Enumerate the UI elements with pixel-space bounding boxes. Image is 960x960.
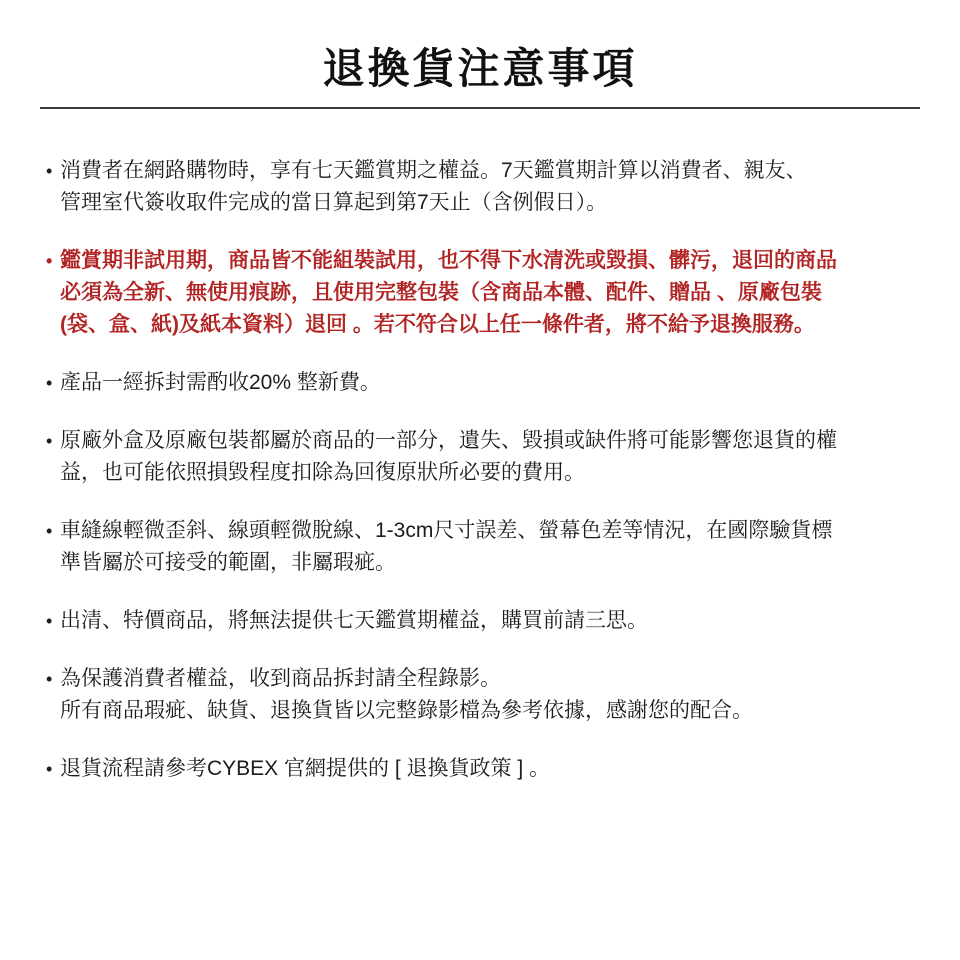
notice-line: 退貨流程請參考CYBEX 官網提供的 [ 退換貨政策 ] 。 [60,757,551,781]
notice-line: (袋、盒、紙)及紙本資料）退回 。若不符合以上任一條件者，將不給予退換服務。 [60,313,815,337]
notice-paragraph [60,753,922,785]
notice-item [46,663,922,727]
notice-line: 管理室代簽收取件完成的當日算起到第7天止（含例假日）。 [60,191,608,215]
notice-item [46,425,922,489]
notice-line: 為保護消費者權益，收到商品拆封請全程錄影。 [60,667,501,691]
notice-paragraph [60,663,922,727]
bullet-marker: • [46,669,53,690]
bullet-marker: • [46,373,53,394]
notice-line: 所有商品瑕疵、缺貨、退換貨皆以完整錄影檔為參考依據，感謝您的配合。 [60,699,753,723]
notice-paragraph [60,367,922,399]
notice-paragraph [60,515,922,579]
notice-paragraph [60,245,922,341]
notice-item [46,515,922,579]
bullet-marker: • [46,611,53,632]
notice-line: 出清、特價商品，將無法提供七天鑑賞期權益，購買前請三思。 [60,609,648,633]
notice-line: 消費者在網路購物時，享有七天鑑賞期之權益。7天鑑賞期計算以消費者、親友、 [60,159,807,183]
notice-line: 產品一經拆封需酌收20% 整新費。 [60,371,381,395]
notice-line: 必須為全新、無使用痕跡，且使用完整包裝（含商品本體、配件、贈品 、原廠包裝 [60,281,822,305]
notice-paragraph [60,605,922,637]
notice-line: 車縫線輕微歪斜、線頭輕微脫線、1-3cm尺寸誤差、螢幕色差等情況，在國際驗貨標 [60,519,833,543]
page-title: 退換貨注意事項 [322,45,638,92]
notice-paragraph [60,155,922,219]
notice-page [0,46,960,960]
notice-line: 益，也可能依照損毀程度扣除為回復原狀所必要的費用。 [60,461,585,485]
notice-line: 準皆屬於可接受的範圍，非屬瑕疵。 [60,551,396,575]
notice-paragraph [60,425,922,489]
bullet-marker: • [46,431,53,452]
notice-item [46,753,922,785]
bullet-marker: • [46,161,53,182]
bullet-marker: • [46,521,53,542]
notice-item [46,605,922,637]
notice-item [46,367,922,399]
notice-line: 鑑賞期非試用期，商品皆不能組裝試用，也不得下水清洗或毀損、髒污，退回的商品 [60,249,837,273]
bullet-marker: • [46,759,53,780]
notice-item-emphasis [46,245,922,341]
bullet-marker: • [46,251,53,272]
notice-list [0,109,960,785]
notice-line: 原廠外盒及原廠包裝都屬於商品的一部分，遺失、毀損或缺件將可能影響您退貨的權 [60,429,837,453]
notice-item [46,155,922,219]
